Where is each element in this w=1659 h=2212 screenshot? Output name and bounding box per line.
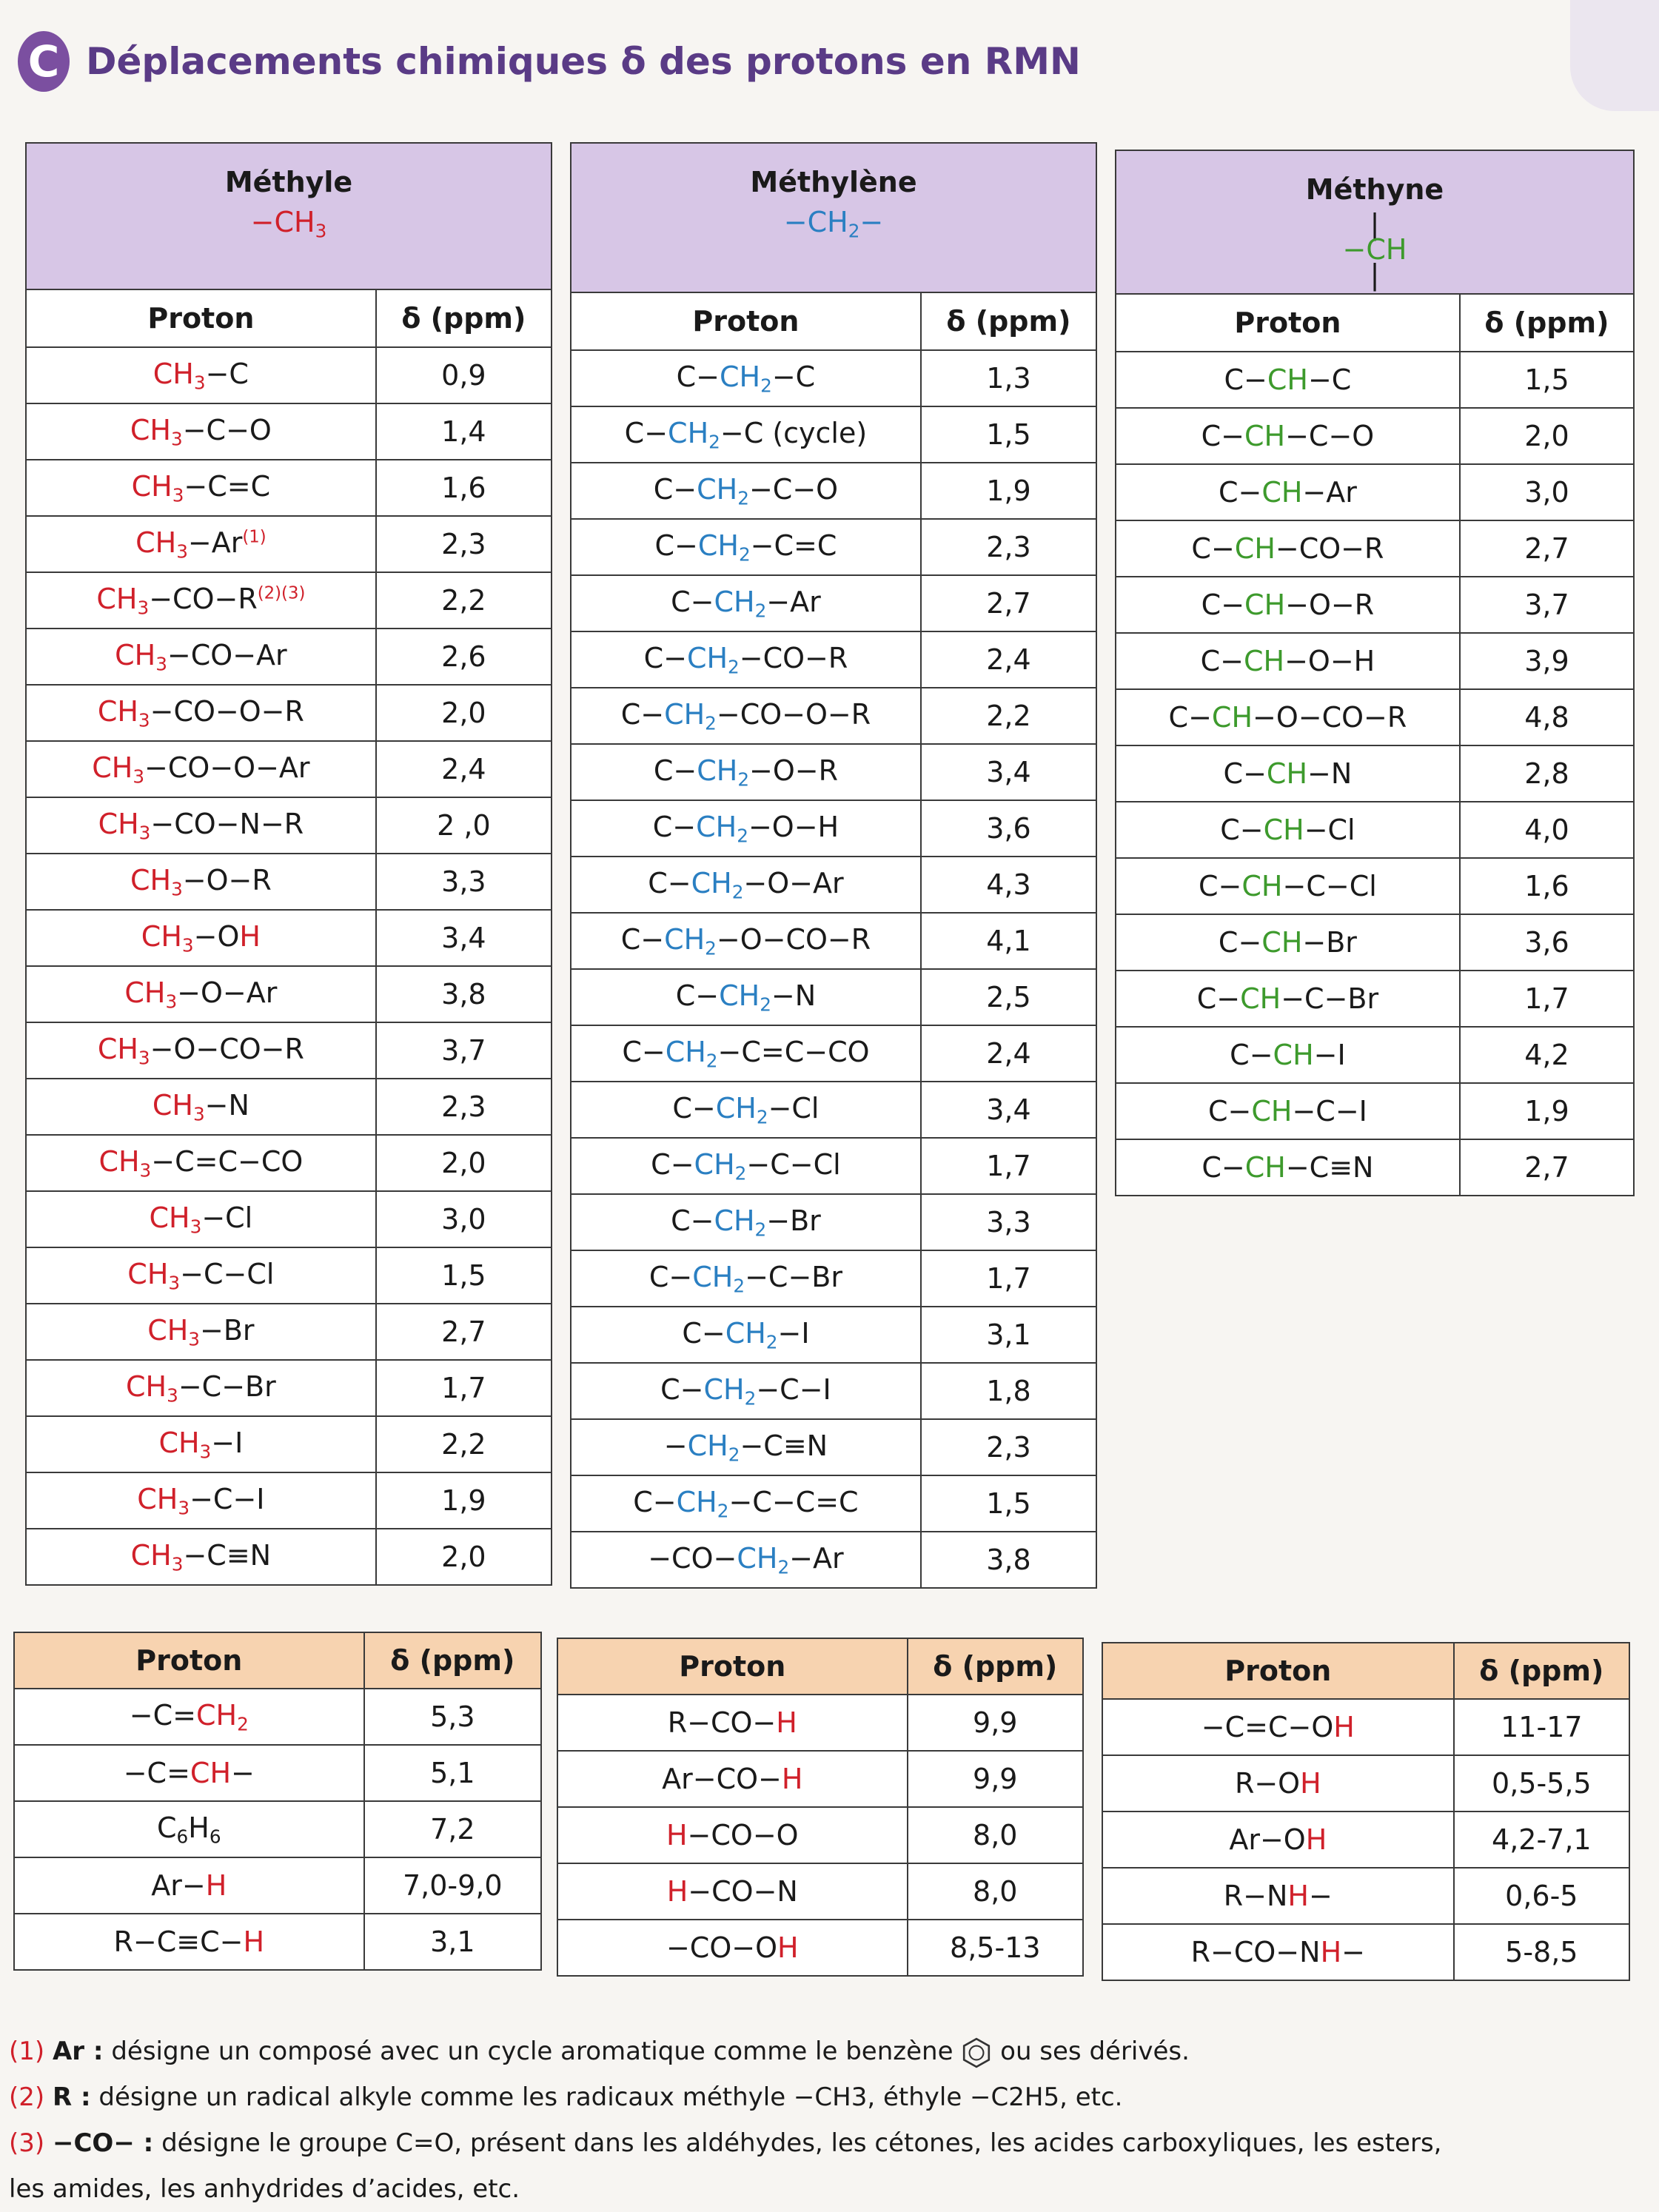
- table-row: [571, 1532, 1096, 1588]
- proton-cell: $CH_3-O-CO-R$: [26, 1022, 376, 1079]
- delta-cell: 3,4: [921, 744, 1096, 800]
- delta-cell: 1,6: [376, 460, 552, 516]
- table-row: [26, 1360, 552, 1416]
- delta-cell: 3,7: [376, 1022, 552, 1079]
- table-row: [26, 1135, 552, 1191]
- proton-cell: $CH_3-C-I$: [26, 1472, 376, 1529]
- proton-cell: R−NH−: [1102, 1868, 1454, 1924]
- delta-cell: 1,8: [921, 1363, 1096, 1419]
- delta-cell: 2,7: [921, 575, 1096, 631]
- delta-cell: 2,4: [921, 631, 1096, 688]
- proton-cell: $CH_3-C=C$: [26, 460, 376, 516]
- table-row: [26, 966, 552, 1022]
- proton-cell: $C-CH_2-I$: [571, 1307, 921, 1363]
- aldehyde-acid-table: [557, 1638, 1084, 1977]
- delta-cell: 8,0: [908, 1807, 1083, 1863]
- methylene-formula: $-CH_2-$: [783, 206, 884, 242]
- table-row: [14, 1689, 541, 1745]
- table-row: [26, 1247, 552, 1304]
- proton-cell: R−OH: [1102, 1755, 1454, 1812]
- delta-cell: 2,2: [376, 572, 552, 629]
- proton-cell: $C-CH_2-C-C=C$: [571, 1475, 921, 1532]
- delta-cell: 3,3: [376, 854, 552, 910]
- delta-cell: 3,6: [1460, 914, 1634, 971]
- col-proton: Proton: [557, 1638, 908, 1695]
- alkene-aromatic-table: [13, 1632, 542, 1971]
- table-row: [571, 463, 1096, 519]
- delta-cell: 8,5-13: [908, 1920, 1083, 1976]
- table-row: [1116, 1139, 1634, 1196]
- proton-cell: $CH_3-O-R$: [26, 854, 376, 910]
- delta-cell: 2,4: [376, 741, 552, 797]
- methyne-table: [1115, 150, 1635, 1196]
- page-corner-tab: [1570, 0, 1659, 111]
- table-row: [571, 406, 1096, 463]
- table-row: [26, 1529, 552, 1585]
- methyne-formula: | −CH |: [1342, 208, 1407, 291]
- delta-cell: 2,2: [921, 688, 1096, 744]
- delta-cell: 4,0: [1460, 802, 1634, 858]
- proton-cell: $CH_3-C-O$: [26, 403, 376, 460]
- col-delta: δ (ppm): [376, 289, 552, 347]
- delta-cell: 1,5: [376, 1247, 552, 1304]
- proton-cell: C−CH−Br: [1116, 914, 1460, 971]
- delta-cell: 1,7: [921, 1250, 1096, 1307]
- proton-cell: −C=CH−: [14, 1745, 364, 1801]
- table-row: [571, 1419, 1096, 1475]
- proton-cell: C−CH−N: [1116, 745, 1460, 802]
- delta-cell: 2,5: [921, 969, 1096, 1025]
- methylene-group-header: [571, 143, 1096, 292]
- proton-cell: Ar−CO−H: [557, 1751, 908, 1807]
- delta-cell: 2,7: [1460, 520, 1634, 577]
- table-row: [571, 1250, 1096, 1307]
- table-row: [1116, 914, 1634, 971]
- table-row: [571, 350, 1096, 406]
- proton-cell: C−CH−C: [1116, 352, 1460, 408]
- proton-cell: C−CH−O−R: [1116, 577, 1460, 633]
- table-row: [1116, 520, 1634, 577]
- proton-cell: H−CO−O: [557, 1807, 908, 1863]
- delta-cell: 4,3: [921, 857, 1096, 913]
- proton-cell: $C-CH_2-C$ (cycle): [571, 406, 921, 463]
- delta-cell: 1,9: [1460, 1083, 1634, 1139]
- proton-cell: C−CH−O−CO−R: [1116, 689, 1460, 745]
- proton-cell: $CH_3-CO-O-R$: [26, 685, 376, 741]
- table-row: [1116, 689, 1634, 745]
- proton-cell: $CH_3-Ar^{(1)}$: [26, 516, 376, 572]
- proton-cell: $C_6H_6$: [14, 1801, 364, 1857]
- delta-cell: 2,3: [376, 1079, 552, 1135]
- proton-cell: $CH_3-C$: [26, 347, 376, 403]
- proton-cell: $C-CH_2-C-Cl$: [571, 1138, 921, 1194]
- table-row: [1116, 408, 1634, 464]
- table-row: [571, 1307, 1096, 1363]
- proton-cell: $C-CH_2-O-R$: [571, 744, 921, 800]
- proton-cell: C−CH−C≡N: [1116, 1139, 1460, 1196]
- delta-cell: 3,1: [364, 1914, 541, 1970]
- delta-cell: 3,0: [1460, 464, 1634, 520]
- table-row: [1102, 1699, 1629, 1755]
- methyne-group-header: [1116, 150, 1634, 294]
- delta-cell: 1,5: [1460, 352, 1634, 408]
- delta-cell: 2,3: [921, 519, 1096, 575]
- table-row: [26, 403, 552, 460]
- table-row: [26, 1304, 552, 1360]
- methyne-name: Méthyne: [1305, 173, 1444, 206]
- proton-cell: $C-CH_2-O-CO-R$: [571, 913, 921, 969]
- table-row: [1116, 1027, 1634, 1083]
- proton-cell: $C-CH_2-CO-O-R$: [571, 688, 921, 744]
- table-row: [26, 1022, 552, 1079]
- table-row: [14, 1745, 541, 1801]
- delta-cell: 3,0: [376, 1191, 552, 1247]
- table-row: [557, 1863, 1083, 1920]
- col-proton: Proton: [14, 1632, 364, 1689]
- delta-cell: 11-17: [1454, 1699, 1629, 1755]
- delta-cell: 1,9: [376, 1472, 552, 1529]
- proton-cell: $C-CH_2-Ar$: [571, 575, 921, 631]
- proton-cell: C−CH−CO−R: [1116, 520, 1460, 577]
- table-row: [557, 1695, 1083, 1751]
- proton-cell: $C-CH_2-C-Br$: [571, 1250, 921, 1307]
- delta-cell: 9,9: [908, 1695, 1083, 1751]
- proton-cell: $CH_3-C-Cl$: [26, 1247, 376, 1304]
- table-row: [571, 1475, 1096, 1532]
- table-row: [26, 854, 552, 910]
- proton-cell: $CH_3-Cl$: [26, 1191, 376, 1247]
- col-delta: δ (ppm): [364, 1632, 541, 1689]
- table-row: [26, 741, 552, 797]
- table-row: [26, 1079, 552, 1135]
- delta-cell: 2,4: [921, 1025, 1096, 1082]
- proton-cell: −CO−OH: [557, 1920, 908, 1976]
- section-header: [18, 28, 1081, 95]
- delta-cell: 7,2: [364, 1801, 541, 1857]
- table-row: [26, 797, 552, 854]
- proton-cell: C−CH−C−Cl: [1116, 858, 1460, 914]
- proton-cell: C−CH−O−H: [1116, 633, 1460, 689]
- table-row: [14, 1914, 541, 1970]
- delta-cell: 3,9: [1460, 633, 1634, 689]
- table-row: [1116, 633, 1634, 689]
- methyle-formula: $-CH_3$: [250, 206, 327, 242]
- delta-cell: 2,0: [376, 1135, 552, 1191]
- table-row: [26, 629, 552, 685]
- section-badge: C: [18, 31, 70, 92]
- proton-cell: $C-CH_2-C=C-CO$: [571, 1025, 921, 1082]
- table-row: [14, 1801, 541, 1857]
- delta-cell: 4,2: [1460, 1027, 1634, 1083]
- delta-cell: 2,3: [921, 1419, 1096, 1475]
- delta-cell: 4,1: [921, 913, 1096, 969]
- table-row: [14, 1857, 541, 1914]
- table-row: [26, 572, 552, 629]
- delta-cell: 3,8: [376, 966, 552, 1022]
- table-row: [1116, 352, 1634, 408]
- proton-cell: $CH_3-N$: [26, 1079, 376, 1135]
- delta-cell: 3,1: [921, 1307, 1096, 1363]
- table-row: [26, 347, 552, 403]
- table-row: [1116, 577, 1634, 633]
- delta-cell: 3,3: [921, 1194, 1096, 1250]
- footnote-2: (2) R : désigne un radical alkyle comme les radicaux méthyle −CH3, éthyle −C2H5, etc.: [9, 2082, 1123, 2112]
- delta-cell: 9,9: [908, 1751, 1083, 1807]
- table-row: [1116, 464, 1634, 520]
- table-row: [571, 913, 1096, 969]
- table-row: [1116, 858, 1634, 914]
- footnote-1: (1) Ar : désigne un composé avec un cycle aromatique comme le benzène ou ses dérivés.: [9, 2028, 1645, 2074]
- proton-cell: $CH_3-OH$: [26, 910, 376, 966]
- proton-cell: R−C≡C−H: [14, 1914, 364, 1970]
- col-delta: δ (ppm): [921, 292, 1096, 350]
- table-row: [571, 575, 1096, 631]
- proton-cell: $C-CH_2-O-H$: [571, 800, 921, 857]
- delta-cell: 3,8: [921, 1532, 1096, 1588]
- table-row: [557, 1751, 1083, 1807]
- delta-cell: 5,3: [364, 1689, 541, 1745]
- proton-cell: $CH_3-O-Ar$: [26, 966, 376, 1022]
- table-row: [26, 1416, 552, 1472]
- delta-cell: 3,7: [1460, 577, 1634, 633]
- delta-cell: 4,8: [1460, 689, 1634, 745]
- proton-cell: C−CH−C−I: [1116, 1083, 1460, 1139]
- table-row: [26, 516, 552, 572]
- table-row: [571, 519, 1096, 575]
- methyle-name: Méthyle: [224, 166, 353, 198]
- proton-cell: Ar−H: [14, 1857, 364, 1914]
- col-proton: Proton: [1116, 294, 1460, 352]
- delta-cell: 1,5: [921, 406, 1096, 463]
- benzene-icon: [961, 2037, 992, 2068]
- table-row: [557, 1920, 1083, 1976]
- proton-cell: $CH_3-C=C-CO$: [26, 1135, 376, 1191]
- proton-cell: $CH_3-CO-Ar$: [26, 629, 376, 685]
- methylene-table: [570, 142, 1097, 1589]
- table-row: [26, 1191, 552, 1247]
- col-proton: Proton: [1102, 1643, 1454, 1699]
- col-proton: Proton: [26, 289, 376, 347]
- table-row: [1116, 802, 1634, 858]
- alcohol-amine-table: [1102, 1642, 1630, 1981]
- delta-cell: 2,7: [1460, 1139, 1634, 1196]
- delta-cell: 3,4: [376, 910, 552, 966]
- proton-cell: $CH_3-I$: [26, 1416, 376, 1472]
- table-row: [1116, 971, 1634, 1027]
- proton-cell: C−CH−C−O: [1116, 408, 1460, 464]
- methyle-table: [25, 142, 552, 1586]
- proton-cell: $CH_3-CO-N-R$: [26, 797, 376, 854]
- proton-cell: $C-CH_2-Cl$: [571, 1082, 921, 1138]
- delta-cell: 0,6-5: [1454, 1868, 1629, 1924]
- delta-cell: 3,6: [921, 800, 1096, 857]
- delta-cell: 1,6: [1460, 858, 1634, 914]
- table-row: [26, 460, 552, 516]
- delta-cell: 2,0: [376, 685, 552, 741]
- table-row: [571, 631, 1096, 688]
- proton-cell: C−CH−Cl: [1116, 802, 1460, 858]
- proton-cell: $C-CH_2-C$: [571, 350, 921, 406]
- delta-cell: 2,6: [376, 629, 552, 685]
- table-row: [571, 1194, 1096, 1250]
- table-row: [571, 1363, 1096, 1419]
- table-row: [1116, 1083, 1634, 1139]
- proton-cell: $CH_3-CO-O-Ar$: [26, 741, 376, 797]
- proton-cell: R−CO−H: [557, 1695, 908, 1751]
- delta-cell: 1,3: [921, 350, 1096, 406]
- proton-cell: Ar−OH: [1102, 1812, 1454, 1868]
- proton-cell: $CH_3-CO-R^{(2)(3)}$: [26, 572, 376, 629]
- delta-cell: 1,7: [921, 1138, 1096, 1194]
- proton-cell: $-C=CH_2$: [14, 1689, 364, 1745]
- table-row: [1102, 1755, 1629, 1812]
- delta-cell: 2,2: [376, 1416, 552, 1472]
- delta-cell: 2,0: [376, 1529, 552, 1585]
- proton-cell: R−CO−NH−: [1102, 1924, 1454, 1980]
- proton-cell: $C-CH_2-N$: [571, 969, 921, 1025]
- proton-cell: −C=C−OH: [1102, 1699, 1454, 1755]
- proton-cell: $C-CH_2-C-I$: [571, 1363, 921, 1419]
- footnote-3: (3) −CO− : désigne le groupe C=O, présent dans les aldéhydes, les cétones, les acides carboxyliques, les esters, les amides, les anhydrides d’acides, etc.: [9, 2128, 1442, 2204]
- table-row: [26, 910, 552, 966]
- delta-cell: 0,5-5,5: [1454, 1755, 1629, 1812]
- proton-cell: $C-CH_2-C=C$: [571, 519, 921, 575]
- delta-cell: 2,0: [1460, 408, 1634, 464]
- delta-cell: 1,7: [1460, 971, 1634, 1027]
- proton-cell: C−CH−Ar: [1116, 464, 1460, 520]
- col-proton: Proton: [571, 292, 921, 350]
- table-row: [1102, 1924, 1629, 1980]
- proton-cell: $CH_3-Br$: [26, 1304, 376, 1360]
- table-row: [571, 1138, 1096, 1194]
- page-title: Déplacements chimiques δ des protons en RMN: [86, 40, 1081, 83]
- delta-cell: 2,8: [1460, 745, 1634, 802]
- table-row: [1102, 1868, 1629, 1924]
- table-row: [571, 1025, 1096, 1082]
- table-row: [1102, 1812, 1629, 1868]
- col-delta: δ (ppm): [908, 1638, 1083, 1695]
- delta-cell: 2 ,0: [376, 797, 552, 854]
- methylene-name: Méthylène: [750, 166, 917, 198]
- delta-cell: 7,0-9,0: [364, 1857, 541, 1914]
- col-delta: δ (ppm): [1460, 294, 1634, 352]
- delta-cell: 0,9: [376, 347, 552, 403]
- table-row: [571, 969, 1096, 1025]
- delta-cell: 5,1: [364, 1745, 541, 1801]
- table-row: [26, 1472, 552, 1529]
- proton-cell: $C-CH_2-Br$: [571, 1194, 921, 1250]
- table-row: [571, 857, 1096, 913]
- methyle-group-header: [26, 143, 552, 289]
- delta-cell: 5-8,5: [1454, 1924, 1629, 1980]
- proton-cell: $CH_3-C-Br$: [26, 1360, 376, 1416]
- table-row: [571, 800, 1096, 857]
- table-row: [1116, 745, 1634, 802]
- col-delta: δ (ppm): [1454, 1643, 1629, 1699]
- table-row: [26, 685, 552, 741]
- delta-cell: 3,4: [921, 1082, 1096, 1138]
- footnotes: [9, 2028, 1645, 2212]
- table-row: [571, 744, 1096, 800]
- proton-cell: H−CO−N: [557, 1863, 908, 1920]
- proton-cell: $CH_3-C\equiv N$: [26, 1529, 376, 1585]
- delta-cell: 1,9: [921, 463, 1096, 519]
- delta-cell: 2,7: [376, 1304, 552, 1360]
- table-row: [557, 1807, 1083, 1863]
- proton-cell: C−CH−C−Br: [1116, 971, 1460, 1027]
- table-row: [571, 1082, 1096, 1138]
- delta-cell: 1,5: [921, 1475, 1096, 1532]
- delta-cell: 8,0: [908, 1863, 1083, 1920]
- delta-cell: 4,2-7,1: [1454, 1812, 1629, 1868]
- proton-cell: $C-CH_2-CO-R$: [571, 631, 921, 688]
- proton-cell: $-CH_2-C\equiv N$: [571, 1419, 921, 1475]
- table-row: [571, 688, 1096, 744]
- proton-cell: C−CH−I: [1116, 1027, 1460, 1083]
- proton-cell: $-CO-CH_2-Ar$: [571, 1532, 921, 1588]
- delta-cell: 1,7: [376, 1360, 552, 1416]
- proton-cell: $C-CH_2-C-O$: [571, 463, 921, 519]
- delta-cell: 1,4: [376, 403, 552, 460]
- proton-cell: $C-CH_2-O-Ar$: [571, 857, 921, 913]
- delta-cell: 2,3: [376, 516, 552, 572]
